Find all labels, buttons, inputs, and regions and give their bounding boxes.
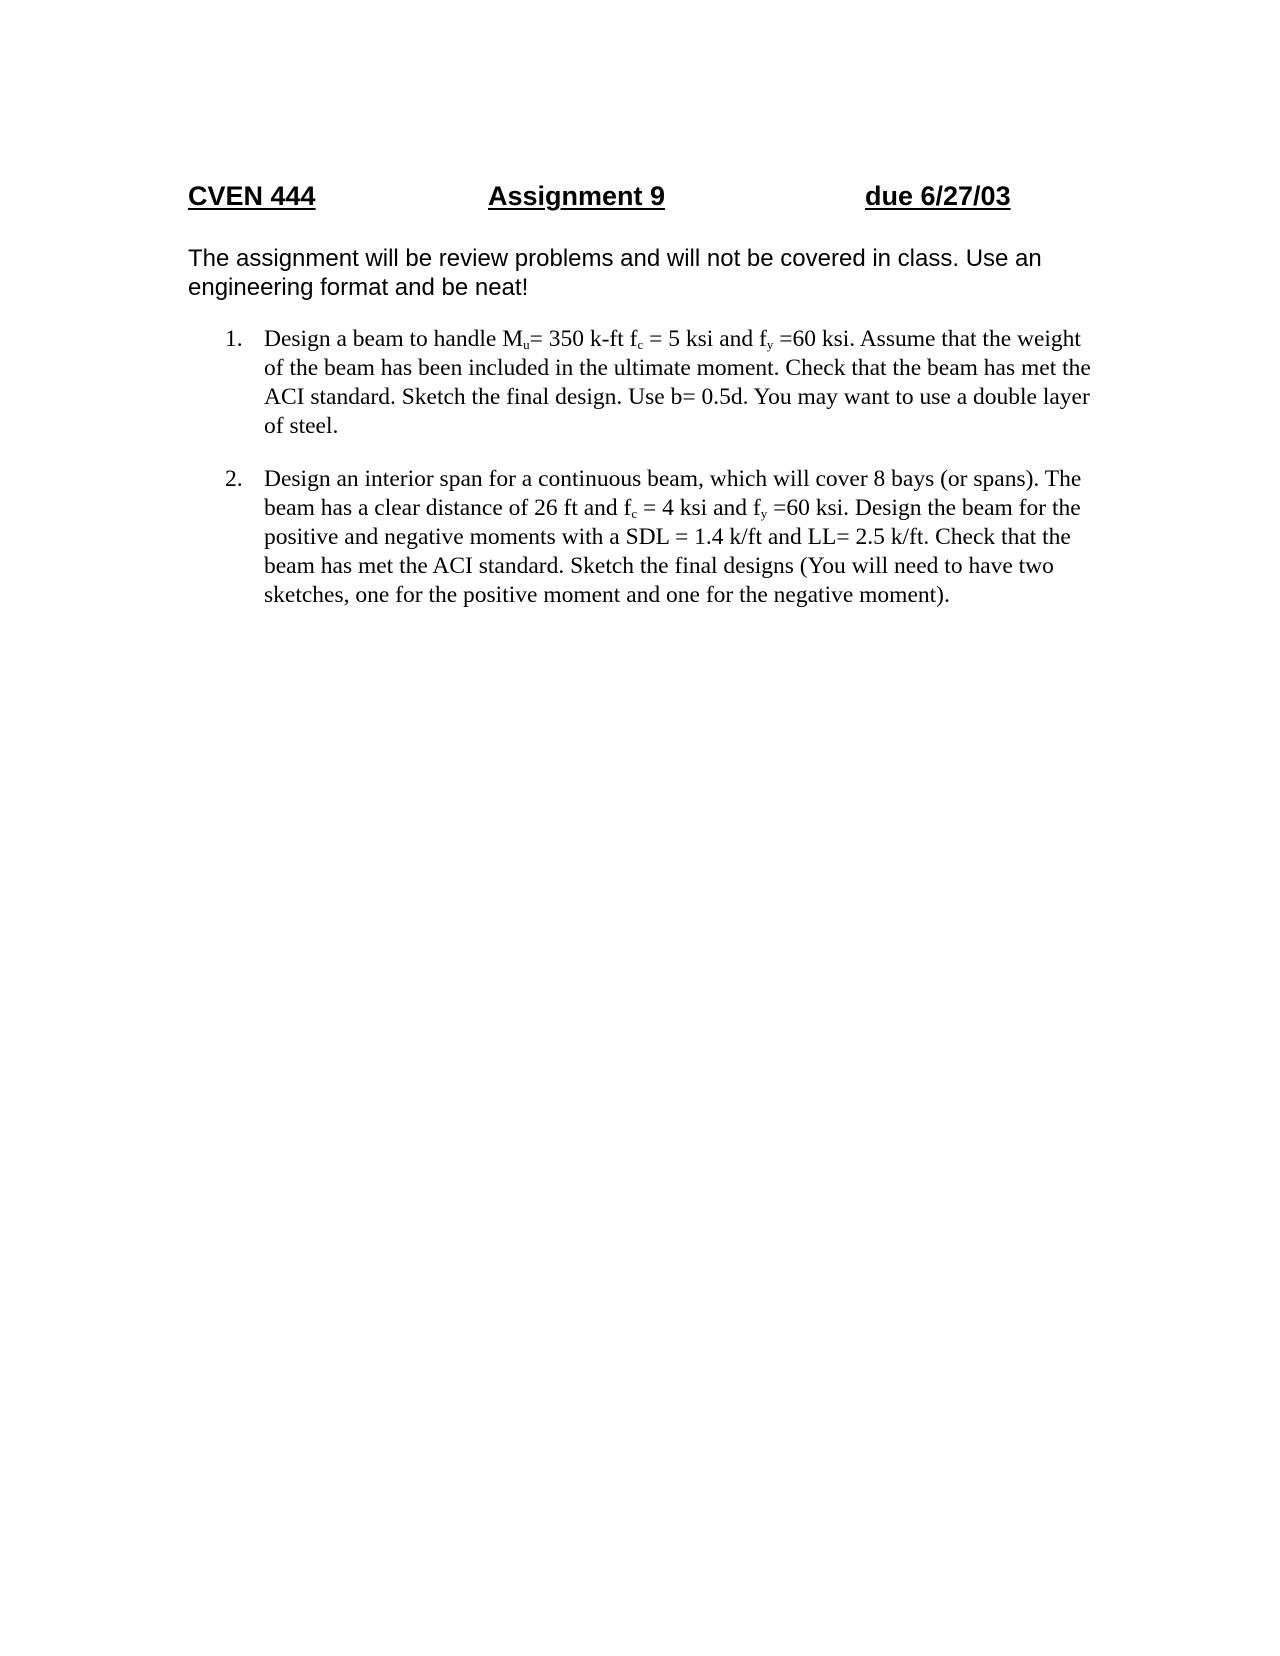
problem-list [188,325,1098,634]
problem-item [188,325,1098,441]
subscript: c [631,506,638,521]
due-date: due 6/27/03 [865,181,1011,211]
intro-paragraph [188,244,1098,302]
subscript: u [523,337,530,352]
problem-text-segment: = 350 k-ft f [529,326,638,352]
subscript: y [766,337,774,352]
problem-text-segment: =60 ksi. Assume that the weight of the beam has been included in the ultimate moment. Check that the beam has met the ACI standard. Sketch the final design. Use b= 0.5d. You may want to use a double layer of steel. [264,326,1091,439]
intro-line-1: The assignment will be review problems and will not be covered in class. Use an [188,245,1042,272]
problem-number: 2. [225,466,243,492]
assignment-title: Assignment 9 [488,181,666,211]
intro-line-2: engineering format and be neat! [188,274,529,301]
problem-text-segment: Design an interior span for a continuous beam, which will cover 8 bays (or spans). The beam has a clear distance of 26 ft and f [264,466,1082,521]
subscript: c [637,337,644,352]
problem-number: 1. [225,326,243,352]
assignment-header [188,176,1088,216]
problem-text-segment: =60 ksi. Design the beam for the positive and negative moments with a SDL = 1.4 k/ft and LL= 2.5 k/ft. Check that the beam has met the ACI standard. Sketch the final designs (You will need to have two sketches, one for the positive moment and one for the negative moment). [264,495,1081,608]
problem-text-segment: Design a beam to handle M [264,326,524,352]
problem-text [264,466,1081,608]
subscript: y [760,506,768,521]
problem-text-segment: = 5 ksi and f [643,326,767,352]
course-code: CVEN 444 [188,181,316,211]
problem-text-segment: = 4 ksi and f [637,495,761,521]
problem-item [188,465,1098,610]
problem-text [264,326,1091,439]
